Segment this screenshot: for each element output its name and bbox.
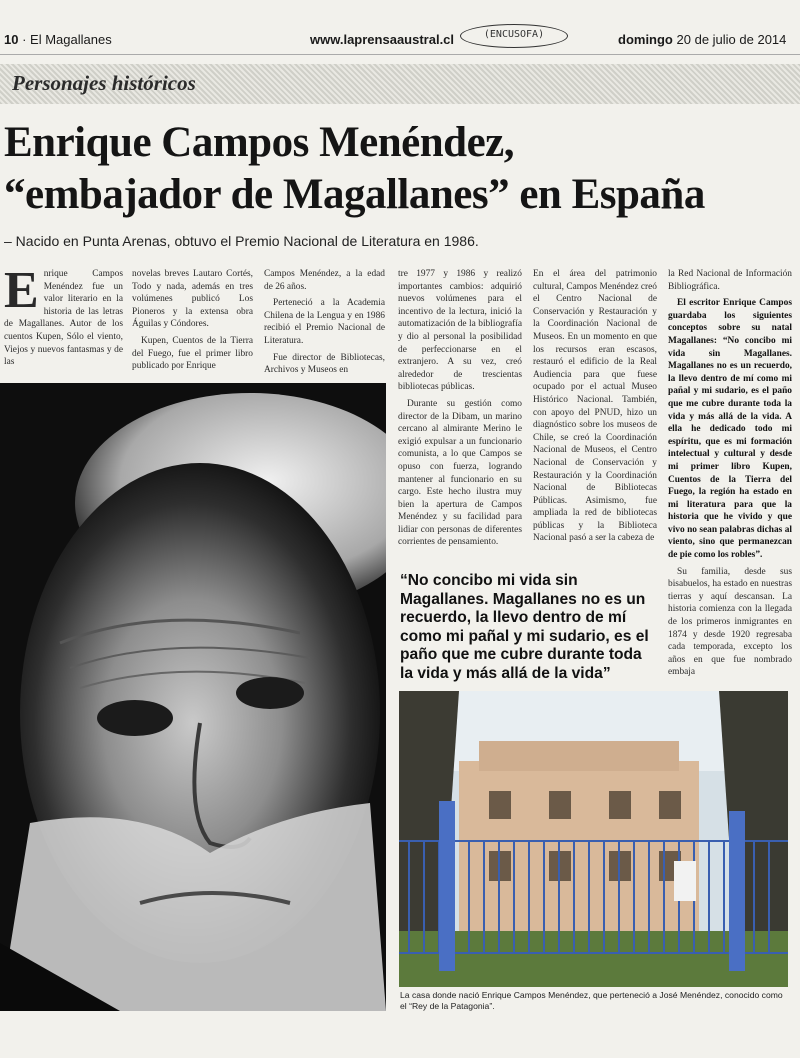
column-4-paragraph-2: Durante su gestión como director de la Dibam, un marino cercano al almirante Merino le exigió expulsar a un funcionario comunista, a lo que Campos se opuso con fuerza, logrando mantener al funcionario en su cargo. Este hecho ilustra muy bien la apertura de Campos Menéndez y su facilidad para lidiar con personas de diferentes corrientes de pensamiento. [398,398,522,548]
column-3-paragraph-3: Fue director de Bibliotecas, Archivos y Museos en [264,352,385,376]
article-column-6 [668,268,792,683]
subtitle: – Nacido en Punta Arenas, obtuvo el Premio Nacional de Literatura en 1986. [4,233,479,249]
page-folio: 10 · El Magallanes [4,32,112,47]
page-number: 10 [4,32,19,47]
column-4-paragraph-1: tre 1977 y 1986 y realizó importantes cambios: adquirió nuevos volúmenes para el incentivo de la lectura, inició la automatización de la bibliografía y dio al personal la posibilidad de perfeccionarse en el extranjero. A su vez, creó alrededor de trescientas bibliotecas públicas. [398,269,522,393]
article-column-5 [533,268,657,549]
photo-caption: La casa donde nació Enrique Campos Menéndez, que perteneció a José Menéndez, conocido como el “Rey de la Patagonia”. [400,990,783,1011]
issue-weekday: domingo [618,32,673,47]
column-6-paragraph-3: Su familia, desde sus bisabuelos, ha estado en nuestras tierras y aquí descansan. La historia comienza con la llegada de los primeros inmigrantes en 1874 y desde 1920 regresaba cada temporada, excepto los años en que fue nombrado embaja [668,566,792,678]
drop-cap: E [4,262,39,319]
issue-date [618,32,786,47]
section-name: El Magallanes [30,32,112,47]
article-column-3 [264,268,385,381]
headline-line-2: “embajador de Magallanes” en España [4,171,705,218]
issue-date-text: 20 de julio de 2014 [676,32,787,47]
header-rule [0,54,800,55]
column-6-paragraph-1: la Red Nacional de Información Bibliográfica. [668,269,792,292]
article-column-4 [398,268,522,553]
pull-quote: “No concibo mi vida sin Magallanes. Magallanes no es un recuerdo, la llevo dentro de mí como mi pañal y mi sudario, es el paño que me cubre durante toda la vida y más allá de la vida” [400,572,649,682]
website-url[interactable]: www.laprensaaustral.cl [310,32,455,47]
house-photo [399,691,788,987]
handwritten-note: (ENCUSOFA) [483,29,545,40]
column-2-paragraph-1: novelas breves Lautaro Cortés, Todo y nada, además en tres volúmenes publicó Los Pioneros y la extensa obra Águilas y Cóndores. [132,269,253,330]
column-1-paragraph: nrique Campos Menéndez fue un valor literario en la historia de las letras de Magallanes. Autor de los cuentos Kupen, Sólo el viento, Viejos y nuevos fantasmas y de las [4,269,123,368]
column-6-paragraph-2: El escritor Enrique Campos guardaba los siguientes conceptos sobre su natal Magallanes: “No concibo mi vida sin Magallanes. Magallanes no es un recuerdo, la llevo dentro de mí como mi pañal y mi sudario, es el paño que me cubre durante toda la vida y más allá de la vida. A ella he dedicado todo mi espíritu, que es mi formación intelectual y cultural y desde mi primer libro Kupen, Cuentos de la Tierra del Fuego, la región ha estado en mi literatura para que la historia que he vivido y que vivo no sean palabras dichas al viento, sino que permanezcan de pie como los robles”. [668,298,792,561]
article-column-1 [4,262,123,373]
section-label: Personajes históricos [12,71,196,95]
portrait-photo [0,383,386,1011]
column-5-paragraph-1: En el área del patrimonio cultural, Campos Menéndez creó el Centro Nacional de Conservación y Restauración y la Coordinación Nacional de Museos. En un momento en que los recursos eran escasos, restauró el edificio de la Real Audiencia para que fuese ocupado por el actual Museo Histórico Nacional. También, con apoyo del PNUD, hizo un diagnóstico sobre los museos de Chile, se creó la Coordinación Nacional de Museos, el Centro Nacional de Conservación y Restauración y la Coordinación Nacional de Bibliotecas Públicas. Asimismo, fue ampliada la red de bibliotecas públicas y la Biblioteca Nacional pasó a ser la cabeza de [533,269,657,544]
handwritten-note-circle [460,24,568,48]
column-3-paragraph-1: Campos Menéndez, a la edad de 26 años. [264,269,385,292]
article-column-2 [132,268,253,377]
column-2-paragraph-2: Kupen, Cuentos de la Tierra del Fuego, fue el primer libro publicado por Enrique [132,335,253,372]
headline-line-1: Enrique Campos Menéndez, [4,119,514,166]
column-3-paragraph-2: Perteneció a la Academia Chilena de la Lengua y en 1986 recibió el Premio Nacional de Literatura. [264,298,385,346]
